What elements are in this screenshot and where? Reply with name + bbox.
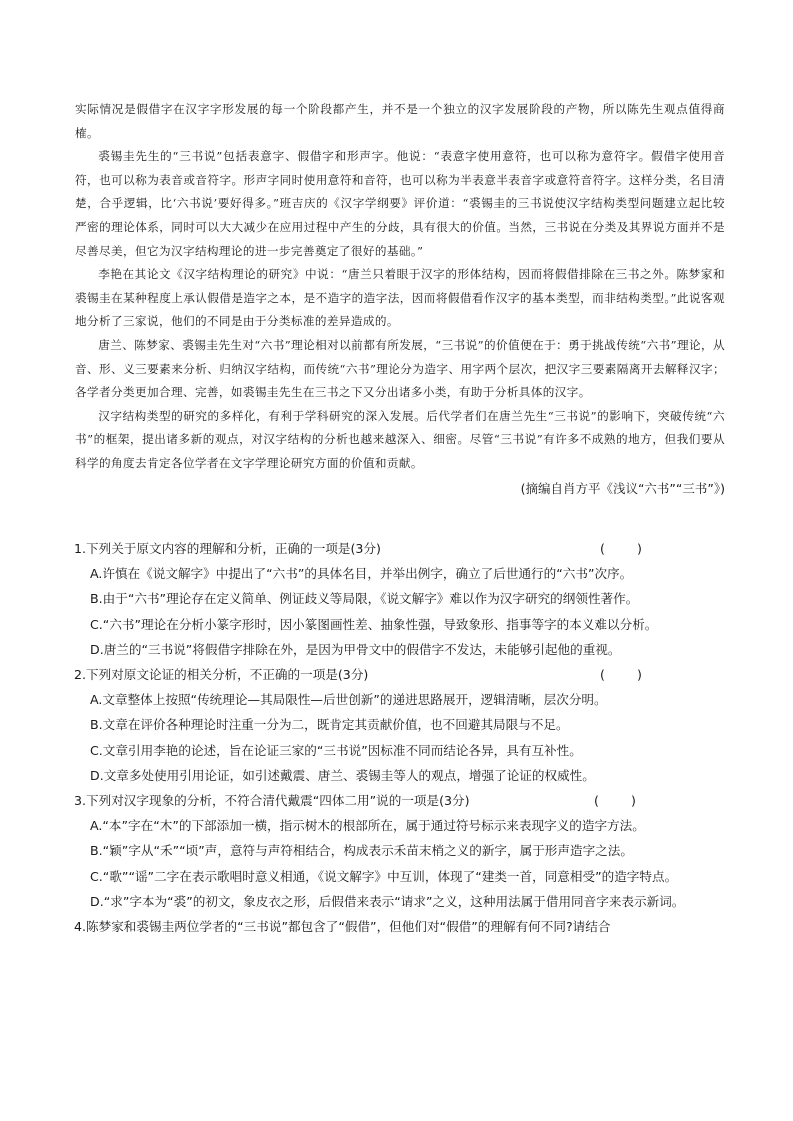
option-d[interactable]: D.“求”字本为“裘”的初文，象皮衣之形，后假借来表示“请求”之义，这种用法属于借用同音字来表示新词。 (90, 893, 685, 909)
passage-paragraph-4: 唐兰、陈梦家、裘锡圭先生对“六书”理论相对以前都有所发展，“三书说”的价值便在于：勇于挑战传统“六书”理论，从音、形、义三要素来分析、归纳汉字结构，而传统“六书”理论分为造字、用字两个层次，把汉字三要素隔离开去解释汉字；各学者分类更加合理、完善，如裘锡圭先生在三书之下又分出诸多小类，有助于分析具体的汉字。 (75, 337, 725, 400)
question-2 (74, 662, 728, 788)
question-3 (74, 788, 728, 914)
question-2-stem: 2.下列对原文论证的相关分析，不正确的一项是(3分) (74, 667, 369, 683)
question-4-stem: 4.陈梦家和裘锡圭两位学者的“三书说”都包含了“假借”，但他们对“假借”的理解有何不同?请结合 (74, 919, 611, 935)
option-b[interactable]: B.由于“六书”理论存在定义简单、例证歧义等局限，《说文解字》难以作为汉字研究的纲领性著作。 (90, 591, 639, 607)
option-d[interactable]: D.唐兰的“三书说”将假借字排除在外，是因为甲骨文中的假借字不发达，未能够引起他的重视。 (90, 641, 621, 657)
passage-paragraph-5: 汉字结构类型的研究的多样化，有利于学科研究的深入发展。后代学者们在唐兰先生“三书说”的影响下，突破传统“六书”的框架，提出诸多新的观点，对汉字结构的分析也越来越深入、细密。尽管“三书说”有许多不成熟的地方，但我们要从科学的角度去肯定各位学者在文字学理论研究方面的价值和贡献。 (75, 408, 725, 470)
option-a[interactable]: A.“本”字在“木”的下部添加一横，指示树木的根部所在，属于通过符号标示来表现字义的造字方法。 (90, 818, 645, 834)
option-c[interactable]: C.“六书”理论在分析小篆字形时，因小篆图画性差、抽象性强，导致象形、指事等字的本义难以分析。 (90, 616, 658, 632)
option-b[interactable]: B.“颖”字从“禾”“顷”声，意符与声符相结合，构成表示禾苗末梢之义的新字，属于形声造字之法。 (90, 843, 633, 859)
option-a[interactable]: A.文章整体上按照“传统理论—其局限性—后世创新”的递进思路展开，逻辑清晰，层次分明。 (90, 692, 607, 708)
passage-paragraph-1: 实际情况是假借字在汉字字形发展的每一个阶段都产生，并不是一个独立的汉字发展阶段的产物，所以陈先生观点值得商榷。 (75, 102, 725, 140)
option-a[interactable]: A.许慎在《说文解字》中提出了“六书”的具体名目，并举出例字，确立了后世通行的“六书”次序。 (90, 566, 633, 582)
passage-source: (摘编自肖方平《浅议“六书”“三书”》) (520, 480, 725, 496)
question-3-stem: 3.下列对汉字现象的分析，不符合清代戴震“四体二用”说的一项是(3分) (74, 793, 470, 809)
question-1-stem: 1.下列关于原文内容的理解和分析，正确的一项是(3分) (74, 541, 381, 556)
reading-passage (75, 98, 725, 500)
answer-blank: ( ) (594, 793, 636, 809)
question-list (74, 536, 728, 939)
option-d[interactable]: D.文章多处使用引用论证，如引述戴震、唐兰、裘锡圭等人的观点，增强了论证的权威性。 (90, 767, 595, 783)
option-c[interactable]: C.文章引用李艳的论述，旨在论证三家的“三书说”因标准不同而结论各异，具有互补性。 (90, 742, 582, 758)
question-1 (74, 536, 728, 662)
option-b[interactable]: B.文章在评价各种理论时注重一分为二，既肯定其贡献价值，也不回避其局限与不足。 (90, 717, 569, 733)
option-c[interactable]: C.“歌”“谣”二字在表示歌唱时意义相通，《说文解字》中互训，体现了“建类一首，同意相受”的造字特点。 (90, 868, 678, 884)
question-4 (74, 914, 728, 939)
answer-blank: ( ) (600, 667, 642, 683)
passage-paragraph-3: 李艳在其论文《汉字结构理论的研究》中说：“唐兰只着眼于汉字的形体结构，因而将假借排除在三书之外。陈梦家和裘锡圭在某种程度上承认假借是造字之本，是不造字的造字法，因而将假借看作汉字的基本类型，而非结构类型。”此说客观地分析了三家说，他们的不同是由于分类标准的差异造成的。 (75, 267, 725, 329)
answer-blank: ( ) (600, 541, 642, 556)
passage-paragraph-2: 裘锡圭先生的“三书说”包括表意字、假借字和形声字。他说：“表意字使用意符，也可以称为意符字。假借字使用音符，也可以称为表音或音符字。形声字同时使用意符和音符，也可以称为半表意半表音字或意符音符字。这样分类，名目清楚，合乎逻辑，比‘六书说’要好得多。”班吉庆的《汉字学纲要》评价道：“裘锡圭的三书说使汉字结构类型问题建立起比较严密的理论体系，同时可以大大减少在应用过程中产生的分歧，具有很大的价值。当然，三书说在分类及其界说方面并不是尽善尽美，但它为汉字结构理论的进一步完善奠定了很好的基础。” (75, 149, 725, 258)
